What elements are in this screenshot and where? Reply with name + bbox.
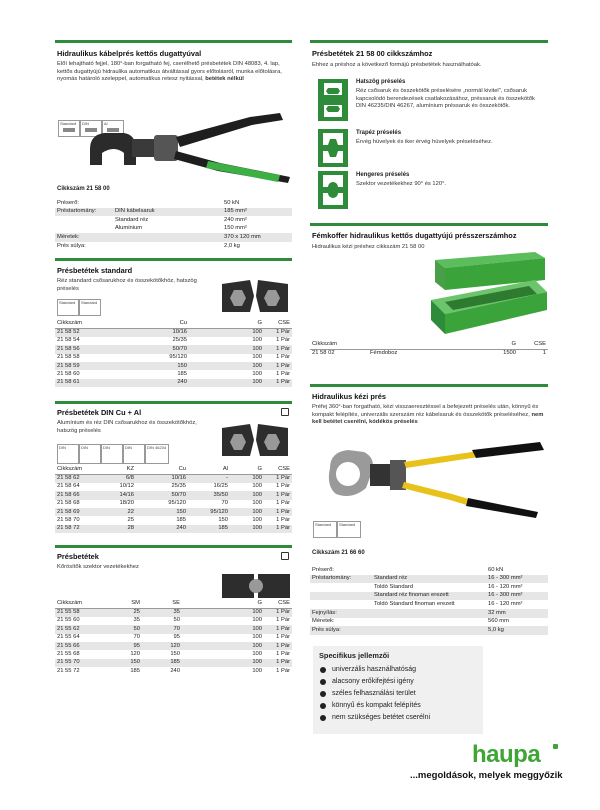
standard-title: Présbetétek standard bbox=[57, 266, 133, 275]
standard-intro: Réz standard csősarukhoz és összekötőkhöz, hatszög préselés bbox=[57, 278, 197, 292]
section-bar bbox=[310, 223, 548, 226]
hengeres-text: Szektor vezetékekhez 90° és 120°. bbox=[356, 181, 447, 187]
trapez-title: Trapéz préselés bbox=[356, 130, 402, 136]
sector-table: Cikkszám SM SE G CSE 21 55 58 25 35 100 1 Pár 21 55 60 35 50 100 1 Pár 21 55 62 50 70 100 1 Pár 21 55 64 70 95 100 1 Pár 21 55 66 95 120 100 1 Pár 21 55 68 120 150 100 1 Pár 21 55 70 150 185 100 1 Pár 21 55 72 185 240 100 1 Pár bbox=[57, 600, 290, 674]
standard-die-image bbox=[220, 276, 292, 318]
feature-item: alacsony erőkifejtési igény bbox=[317, 676, 483, 688]
koffer-table: Cikkszám G CSE 21 58 02 Fémdoboz 1500 1 bbox=[312, 341, 546, 357]
sector-title: Présbetétek bbox=[57, 552, 99, 561]
standard-crimp-icon: Standard bbox=[79, 299, 101, 316]
presbetetek-intro: Ehhez a préshoz a következő formájú présbetétek használhatóak. bbox=[312, 62, 482, 68]
feature-item: univerzális használhatóság bbox=[317, 664, 483, 676]
standard-table: Cikkszám Cu G CSE 21 58 52 10/16 100 1 Pár 21 58 54 25/35 100 1 Pár 21 58 56 50/70 100 1 Pár 21 58 58 95/120 100 1 Pár 21 58 59 150 100 1 Pár 21 58 60 185 100 1 Pár 21 58 61 240 100 1 Pár bbox=[57, 320, 290, 386]
exchange-icon bbox=[281, 408, 289, 416]
left-intro: Előí lehajtható fejjel, 180°-ban forgatható fej, cserélhető présbetétek DIN 48083, 4. lap, kettős dugattyújú hidraulika automatikus átváltással gyors előtolásról, munka előtolásra, nyomás határoló szeleppel, automatikus retesz nyitással, betétek nélkül bbox=[57, 61, 282, 83]
standard-crimp-icon: Standard bbox=[313, 521, 337, 538]
round-crimp-profile-icon bbox=[318, 171, 348, 209]
hengeres-title: Hengeres préselés bbox=[356, 172, 410, 178]
al-crimp-icon: Al bbox=[102, 120, 124, 137]
features-box bbox=[313, 646, 483, 734]
kezi-cikkszam: Cikkszám 21 66 60 bbox=[312, 550, 365, 556]
din-intro: Alumínium és réz DIN csősarukhoz és összekötőkhöz, hatszög préselés bbox=[57, 420, 197, 434]
standard-crimp-icon: Standard bbox=[57, 299, 79, 316]
section-bar bbox=[310, 384, 548, 387]
hatszog-text: Réz csősaruk és összekötők préselésére „normál kivitel”, csősaruk kapcsolódó berendezések csatlakozásához, préssaruk és összekötők DIN 46235/DIN 46267, alumínium préssaruk és összekötők. bbox=[356, 88, 535, 110]
section-bar bbox=[310, 40, 548, 43]
din-title: Présbetétek DIN Cu + Al bbox=[57, 408, 142, 417]
hydraulic-hand-press-image bbox=[312, 440, 550, 520]
koffer-title: Fémkoffer hidraulikus kettős dugattyújú présszerszámhoz bbox=[312, 231, 517, 240]
haupa-logo: haupa bbox=[472, 741, 541, 768]
trapez-text: Érvég hüvelyek és iker érvég hüvelyek préseléséhez. bbox=[356, 139, 493, 145]
din-crimp-icon: DIN bbox=[79, 444, 101, 464]
kezi-intro: Préfej 360°-ban forgatható, kézi visszaeresztéssel a befejezett préselés után, könnyű és kompakt felépítés, univerzális szerszám réz kábelsaruk és összekötők préseléséhez, nem kell betétet cserélni, kódékös préselés bbox=[312, 404, 544, 426]
feature-item: könnyű és kompakt felépítés bbox=[317, 700, 483, 712]
metal-case-image bbox=[425, 250, 549, 338]
din-crimp-icon: DIN bbox=[101, 444, 123, 464]
hatszog-title: Hatszög préselés bbox=[356, 79, 406, 85]
din-die-image bbox=[220, 420, 292, 462]
left-title: Hidraulikus kábelprés kettős dugattyúval bbox=[57, 49, 202, 58]
sector-die-image bbox=[220, 570, 292, 600]
features-title: Specifikus jellemzői bbox=[319, 651, 390, 660]
section-bar bbox=[55, 401, 292, 404]
standard-crimp-icon: Standard bbox=[58, 120, 80, 137]
section-bar bbox=[55, 545, 292, 548]
din-crimp-icon: DIN bbox=[57, 444, 79, 464]
kezi-title: Hidraulikus kézi prés bbox=[312, 392, 386, 401]
trapezoid-crimp-profile-icon bbox=[318, 129, 348, 167]
din-crimp-icon: DIN bbox=[123, 444, 145, 464]
section-bar bbox=[55, 258, 292, 261]
din-crimp-icon: DIN 46234 bbox=[145, 444, 169, 464]
standard-crimp-icon: Standard bbox=[337, 521, 361, 538]
feature-item: széles felhasználási terület bbox=[317, 688, 483, 700]
slogan: ...megoldások, melyek meggyőzik bbox=[410, 770, 563, 781]
koffer-intro: Hidraulikus kézi préshez cikkszám 21 58 00 bbox=[312, 244, 425, 250]
sector-intro: Kőrösítők szektor vezetékekhez bbox=[57, 564, 139, 570]
left-cikkszam: Cikkszám 21 58 00 bbox=[57, 186, 110, 192]
section-bar bbox=[55, 40, 292, 43]
kezi-spec-table: Préserő: 60 kN Préstartomány: Standard réz 16 - 300 mm² Toldó Standard 16 - 120 mm² Standard réz finoman erezett 16 - 300 mm² Toldó Standard finoman erezett 16 - 120 mm² Fejnyílás: 32 mm Méretek: 560 mm Prés súlya: 5,0 kg bbox=[310, 566, 548, 635]
hexagon-crimp-profile-icon bbox=[318, 79, 348, 121]
din-table: Cikkszám KZ Cu Al G CSE 21 58 62 6/8 10/16 - 100 1 Pár 21 58 64 10/12 25/35 16/25 100 1 Pár 21 58 66 14/16 50/70 35/50 100 1 Pár 21 58 68 18/20 95/120 70 100 1 Pár 21 58 69 22 150 95/120 100 1 Pár 21 58 70 25 185 150 100 1 Pár 21 58 72 28 240 185 100 1 Pár bbox=[57, 466, 290, 532]
hydraulic-cable-press-image bbox=[80, 105, 292, 185]
presbetetek-title: Présbetétek 21 58 00 cikkszámhoz bbox=[312, 49, 433, 58]
exchange-icon bbox=[281, 552, 289, 560]
feature-item: nem szükséges betétet cserélni bbox=[317, 712, 483, 724]
din-crimp-icon: DIN bbox=[80, 120, 102, 137]
logo-dot bbox=[553, 744, 558, 749]
left-spec-table: Préserő: 50 kN Préstartomány: DIN kábelsaruk 185 mm² Standard réz 240 mm² Aluminium 150 mm² Méretek: 370 x 120 mm Prés súlya: 2,0 kg bbox=[55, 199, 292, 251]
